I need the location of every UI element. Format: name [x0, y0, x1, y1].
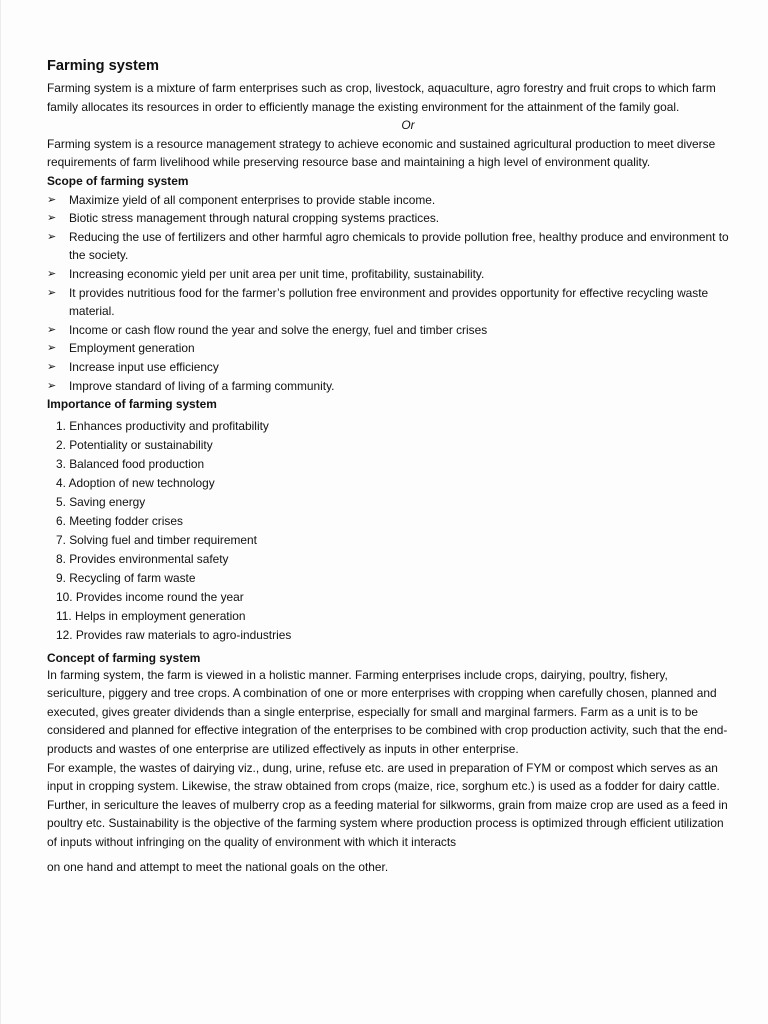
- importance-list-item: 11. Helps in employment generation: [56, 608, 246, 623]
- importance-list-item: 2. Potentiality or sustainability: [56, 437, 213, 452]
- scope-list: [47, 191, 729, 396]
- arrow-bullet-icon: ➢: [47, 267, 57, 280]
- or-separator: Or: [401, 118, 415, 133]
- scope-item-text: Increasing economic yield per unit area per unit time, profitability, sustainability.: [69, 266, 485, 281]
- arrow-bullet-icon: ➢: [47, 230, 57, 243]
- arrow-bullet-icon: ➢: [47, 286, 57, 299]
- importance-list-item: 5. Saving energy: [56, 494, 146, 509]
- arrow-bullet-icon: ➢: [47, 379, 57, 392]
- concept-heading: Concept of farming system: [47, 650, 201, 665]
- arrow-bullet-icon: ➢: [47, 323, 57, 336]
- page-title: Farming system: [47, 58, 159, 74]
- scope-list-item: [47, 228, 729, 265]
- scope-item-text: Maximize yield of all component enterprises to provide stable income.: [69, 192, 436, 207]
- scope-list-item: [47, 321, 729, 340]
- concept-paragraph-3: on one hand and attempt to meet the national goals on the other.: [47, 859, 389, 874]
- scope-item-text: Reducing the use of fertilizers and other harmful agro chemicals to provide pollution free, healthy produce and environment to the society.: [69, 229, 729, 263]
- arrow-bullet-icon: ➢: [47, 193, 57, 206]
- importance-list-item: 7. Solving fuel and timber requirement: [56, 532, 257, 547]
- scope-heading: Scope of farming system: [47, 173, 189, 188]
- scope-item-text: Increase input use efficiency: [69, 359, 219, 374]
- concept-paragraph-2: For example, the wastes of dairying viz., dung, urine, refuse etc. are used in preparation of FYM or compost which serves as an input in cropping system. Likewise, the straw obtained from crops (maize, rice, sorghum etc.) is used as a fodder for dairy cattle. Further, in sericulture the leaves of mulberry crop as a feeding material for silkworms, grain from maize crop are used as a feed in poultry etc. Sustainability is the objective of the farming system where production process is optimized through efficient utilization of inputs without infringing on the quality of environment with which it interacts: [47, 760, 728, 850]
- scope-item-text: Income or cash flow round the year and solve the energy, fuel and timber crises: [69, 322, 488, 337]
- concept-paragraph-1: In farming system, the farm is viewed in a holistic manner. Farming enterprises include crops, dairying, poultry, fishery, sericulture, piggery and tree crops. A combination of one or more enterprises with cropping when carefully chosen, planned and executed, gives greater dividends than a single enterprise, especially for small and marginal farmers. Farm as a unit is to be considered and planned for effective integration of the enterprises to be combined with crop production activity, such that the end-products and wastes of one enterprise are utilized effectively as inputs in other enterprise.: [47, 667, 728, 757]
- scope-list-item: [47, 191, 729, 210]
- importance-list-item: 10. Provides income round the year: [56, 589, 244, 604]
- scope-item-text: Employment generation: [69, 341, 195, 356]
- importance-list-item: 6. Meeting fodder crises: [56, 513, 183, 528]
- scope-list-item: [47, 265, 729, 284]
- scope-list-item: [47, 339, 729, 358]
- document-content: [47, 56, 729, 876]
- definition-paragraph-2: Farming system is a resource management strategy to achieve economic and sustained agricultural production to meet diverse requirements of farm livelihood while preserving resource base and maintaining a high level of environment quality.: [47, 136, 716, 170]
- importance-list-item: 1. Enhances productivity and profitability: [56, 418, 269, 433]
- importance-heading: Importance of farming system: [47, 397, 217, 412]
- scope-item-text: Biotic stress management through natural cropping systems practices.: [69, 211, 440, 226]
- arrow-bullet-icon: ➢: [47, 342, 57, 355]
- arrow-bullet-icon: ➢: [47, 360, 57, 373]
- importance-list-item: 8. Provides environmental safety: [56, 551, 229, 566]
- definition-paragraph-1: Farming system is a mixture of farm enterprises such as crop, livestock, aquaculture, agro forestry and fruit crops to which farm family allocates its resources in order to efficiently manage the existing environment for the attainment of the family goal.: [47, 81, 716, 114]
- scope-item-text: Improve standard of living of a farming community.: [69, 378, 335, 393]
- scope-list-item: [47, 358, 729, 377]
- importance-list-item: 4. Adoption of new technology: [56, 475, 215, 490]
- arrow-bullet-icon: ➢: [47, 212, 57, 225]
- importance-list-item: 3. Balanced food production: [56, 456, 205, 471]
- scope-list-item: [47, 209, 729, 228]
- scope-list-item: [47, 284, 729, 321]
- importance-list-item: 9. Recycling of farm waste: [56, 570, 196, 585]
- scope-list-item: [47, 377, 729, 396]
- scope-item-text: It provides nutritious food for the farmer’s pollution free environment and provides opportunity for effective recycling waste material.: [69, 285, 709, 319]
- importance-list-item: 12. Provides raw materials to agro-industries: [56, 627, 292, 642]
- importance-list: [47, 417, 729, 645]
